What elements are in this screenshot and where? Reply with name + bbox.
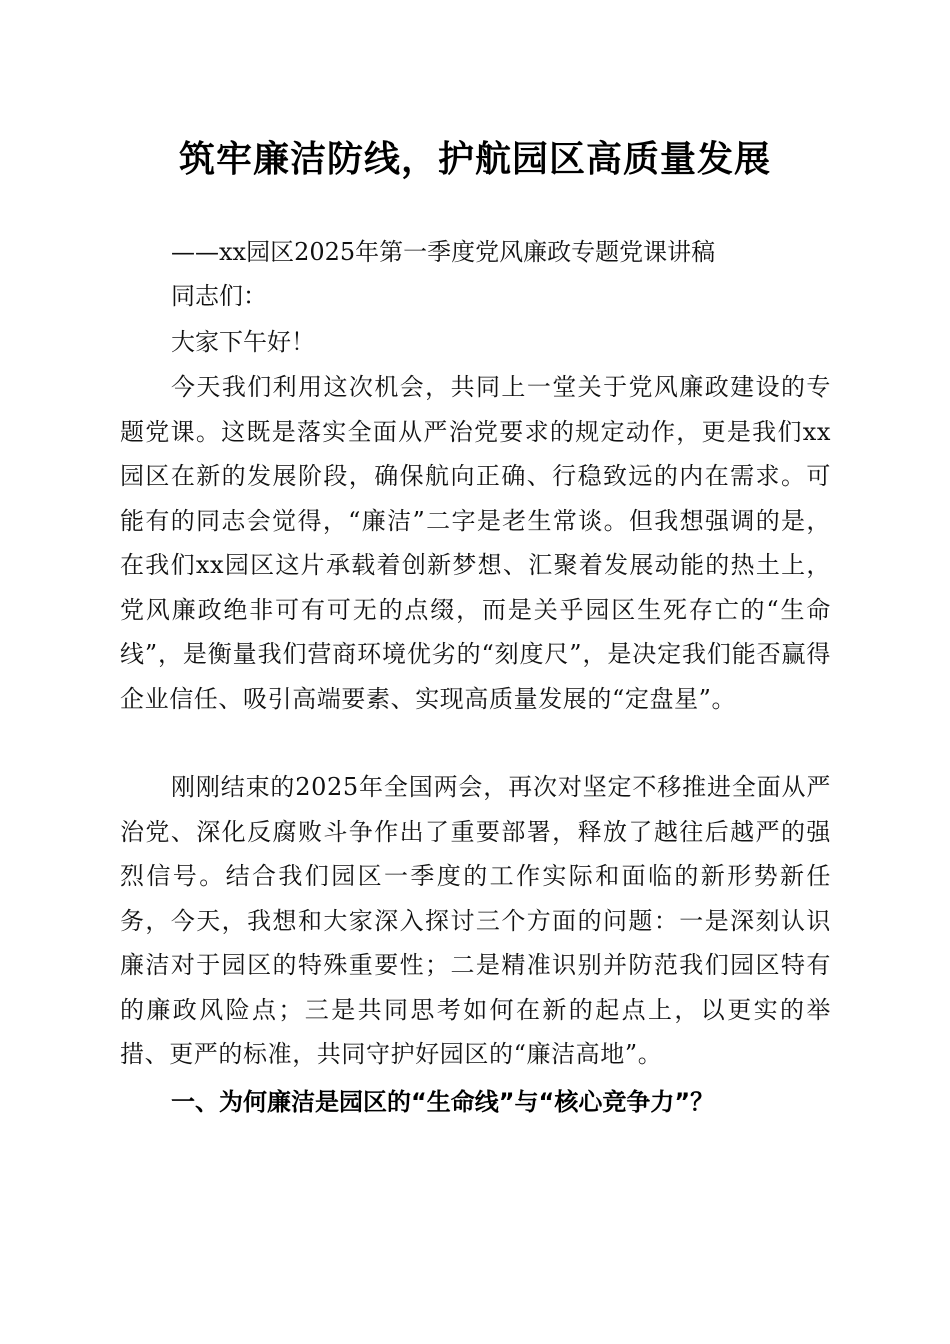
- section-heading: 一、为何廉洁是园区的“生命线”与“核心竞争力”？: [171, 1088, 715, 1116]
- document-subtitle: ——xx园区2025年第一季度党风廉政专题党课讲稿: [171, 238, 716, 266]
- document-title: 筑牢廉洁防线，护航园区高质量发展: [178, 139, 771, 180]
- greeting: 大家下午好！: [171, 328, 315, 356]
- salutation: 同志们：: [171, 282, 267, 310]
- body-paragraph: 刚刚结束的2025年全国两会，再次对坚定不移推进全面从严治党、深化反腐败斗争作出了重要部署，释放了越往后越严的强烈信号。结合我们园区一季度的工作实际和面临的新形势新任务，今天，我想和大家深入探讨三个方面的问题：一是深刻认识廉洁对于园区的特殊重要性；二是精准识别并防范我们园区特有的廉政风险点；三是共同思考如何在新的起点上，以更实的举措、更严的标准，共同守护好园区的“廉洁高地”。: [120, 773, 831, 1068]
- body-paragraph: 今天我们利用这次机会，共同上一堂关于党风廉政建设的专题党课。这既是落实全面从严治党要求的规定动作，更是我们xx园区在新的发展阶段，确保航向正确、行稳致远的内在需求。可能有的同志会觉得，“廉洁”二字是老生常谈。但我想强调的是，在我们xx园区这片承载着创新梦想、汇聚着发展动能的热土上，党风廉政绝非可有可无的点缀，而是关乎园区生死存亡的“生命线”，是衡量我们营商环境优劣的“刻度尺”，是决定我们能否赢得企业信任、吸引高端要素、实现高质量发展的“定盘星”。: [120, 373, 831, 713]
